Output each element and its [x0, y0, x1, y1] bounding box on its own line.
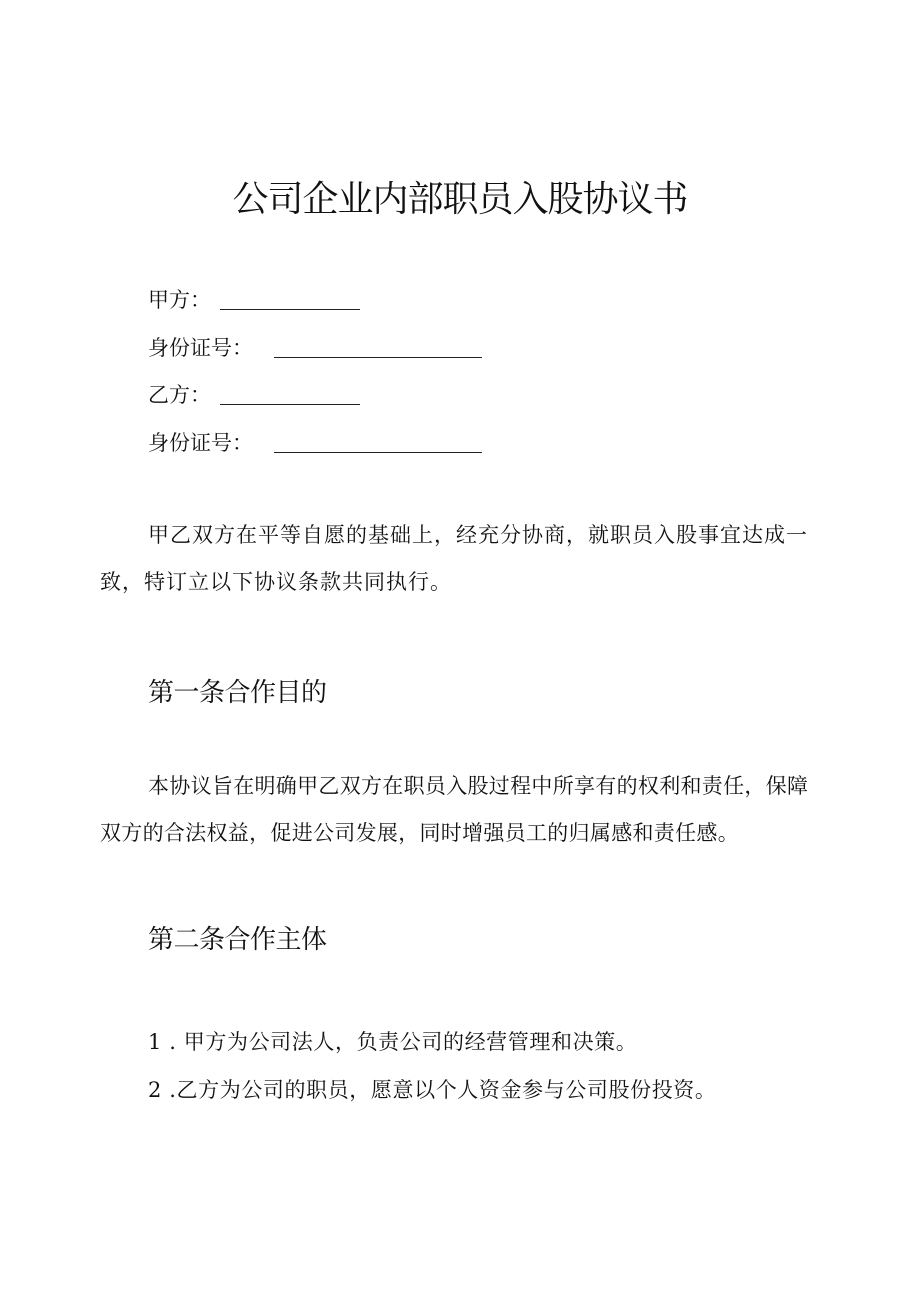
- section-2-heading: 第二条合作主体: [148, 925, 327, 955]
- section-2-item-1: 1 . 甲方为公司法人，负责公司的经营管理和决策。: [148, 1030, 638, 1054]
- party-a-id-field: [148, 331, 253, 365]
- party-a-id-blank[interactable]: [274, 357, 482, 358]
- party-b-label: 乙方：: [148, 383, 211, 407]
- party-b-blank[interactable]: [220, 404, 360, 405]
- party-a-field: [148, 283, 211, 317]
- section-2-item-2: 2 .乙方为公司的职员，愿意以个人资金参与公司股份投资。: [148, 1078, 717, 1102]
- party-a-label: 甲方：: [148, 288, 211, 312]
- section-1-heading: 第一条合作目的: [148, 678, 327, 708]
- document-title: 公司企业内部职员入股协议书: [232, 179, 688, 220]
- section-1-body: 本协议旨在明确甲乙双方在职员入股过程中所享有的权利和责任，保障双方的合法权益，促进公司发展，同时增强员工的归属感和责任感。: [100, 774, 809, 845]
- party-a-id-label: 身份证号：: [148, 336, 253, 360]
- party-b-id-label: 身份证号：: [148, 431, 253, 455]
- preamble-paragraph: 甲乙双方在平等自愿的基础上，经充分协商，就职员入股事宜达成一致，特订立以下协议条款共同执行。: [100, 523, 808, 594]
- party-a-blank[interactable]: [220, 309, 360, 310]
- party-b-id-blank[interactable]: [274, 452, 482, 453]
- party-b-field: [148, 378, 211, 412]
- party-b-id-field: [148, 426, 253, 460]
